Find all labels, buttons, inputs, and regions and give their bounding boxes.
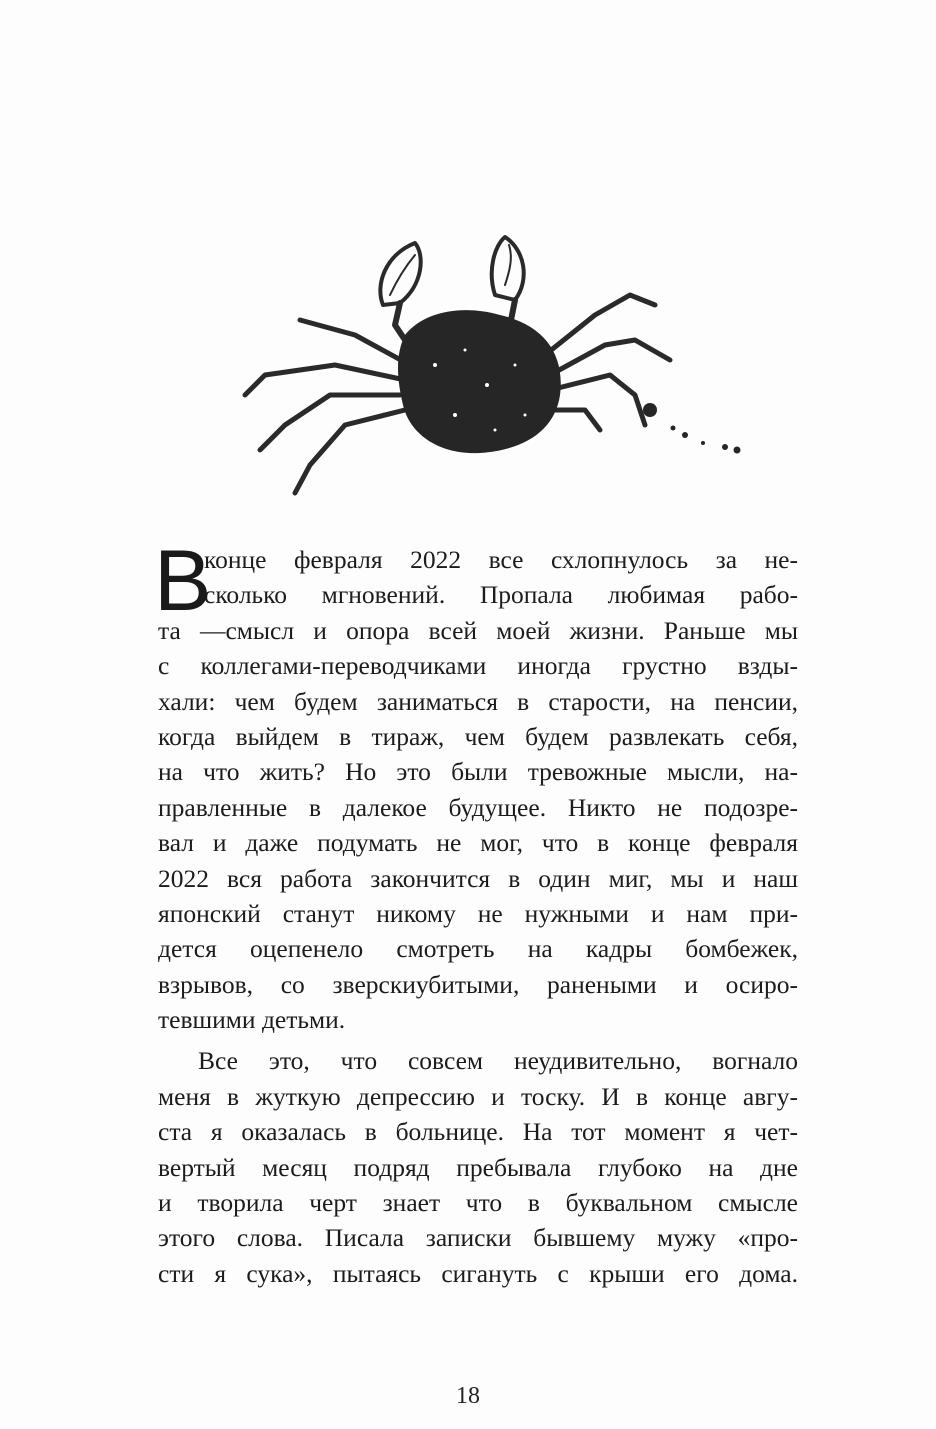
text-line: 2022 вся работа закончится в один миг, мы и наш	[158, 863, 798, 893]
crab-illustration	[225, 225, 765, 505]
text-line: и творила черт знает что в буквальном смысле	[158, 1188, 798, 1218]
page-number: 18	[456, 1383, 480, 1409]
text-line: дется оцепенело смотреть на кадры бомбежек,	[158, 934, 798, 964]
text-line: на что жить? Но это были тревожные мысли, на-	[158, 757, 798, 787]
text-line: когда выйдем в тираж, чем будем развлекать себя,	[158, 721, 798, 751]
text-line: правленные в далекое будущее. Никто не подозре-	[158, 792, 798, 822]
text-line: тевшими детьми.	[158, 1005, 346, 1035]
text-line: взрывов, со зверскиубитыми, ранеными и осиро-	[158, 969, 798, 999]
text-line: конце февраля 2022 все схлопнулось за не-	[204, 545, 798, 574]
text-line: японский станут никому не нужными и нам при-	[158, 898, 798, 928]
drop-cap: В	[154, 533, 212, 629]
text-line: этого слова. Писала записки бывшему мужу «про-	[158, 1223, 798, 1253]
text-line: та —смысл и опора всей моей жизни. Раньше мы	[158, 615, 798, 645]
text-line: хали: чем будем заниматься в старости, на пенсии,	[158, 686, 798, 716]
text-line: с коллегами-переводчиками иногда грустно взды-	[158, 651, 798, 681]
body-text	[154, 533, 798, 1291]
text-line: ста я оказалась в больнице. На тот момент я чет-	[158, 1117, 798, 1147]
text-line: вал и даже подумать не мог, что в конце февраля	[158, 828, 798, 858]
text-line: сколько мгновений. Пропала любимая рабо-	[204, 580, 798, 610]
text-line: вертый месяц подряд пребывала глубоко на дне	[158, 1152, 798, 1182]
text-line: сти я сука», пытаясь сигануть с крыши его дома.	[158, 1258, 798, 1288]
text-line: Все это, что совсем неудивительно, вогнало	[198, 1046, 798, 1076]
text-line: меня в жуткую депрессию и тоску. И в конце авгу-	[158, 1081, 798, 1111]
